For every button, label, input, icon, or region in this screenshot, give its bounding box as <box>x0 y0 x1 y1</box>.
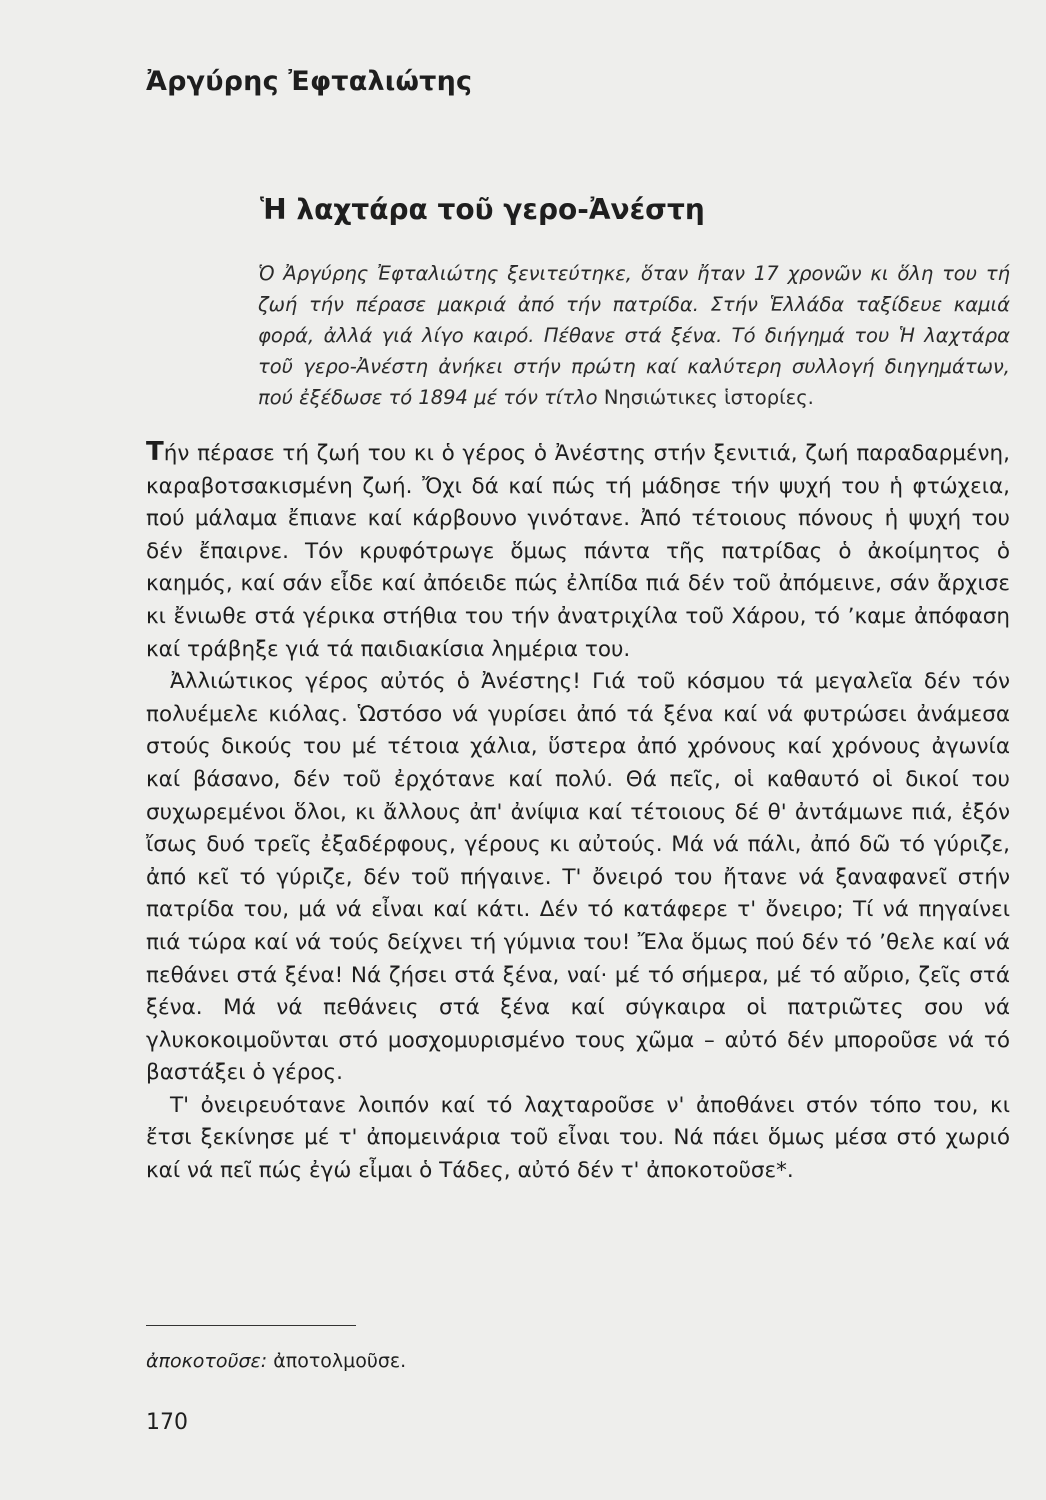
story-title: Ἡ λαχτάρα τοῦ γερο-Ἀνέστη <box>260 193 705 226</box>
intro-book-title: Νησιώτικες ἱστορίες. <box>603 386 814 409</box>
footnote-divider <box>146 1325 356 1326</box>
author-heading: Ἀργύρης Ἐφταλιώτης <box>146 66 473 97</box>
footnote-term: ἀποκοτοῦσε: <box>146 1350 268 1372</box>
paragraph-text: ήν πέρασε τή ζωή του κι ὁ γέρος ὁ Ἀνέστης στήν ξενιτιά, ζωή παραδαρμένη, καραβοτσακισμένη ζωή. Ὄχι δά καί πώς τή μάδησε τήν ψυχή του ἡ φτώχεια, πού μάλαμα ἔπιανε καί κάρβουνο γινότανε. Ἀπό τέτοιους πόνους ἡ ψυχή του δέν ἔπαιρνε. Τόν κρυφότρωγε ὅμως πάντα τῆς πατρίδας ὁ ἀκοίμητος ὁ καημός, καί σάν εἶδε καί ἀπόειδε πώς ἐλπίδα πιά δέν τοῦ ἀπόμεινε, σάν ἄρχισε κι ἔνιωθε στά γέρικα στήθια του τήν ἀνατριχίλα τοῦ Χάρου, τό ʼκαμε ἀπόφαση καί τράβηξε γιά τά παιδιακίσια λημέρια του. <box>146 441 1010 662</box>
paragraph: Ἀλλιώτικος γέρος αὐτός ὁ Ἀνέστης! Γιά τοῦ κόσμου τά μεγαλεῖα δέν τόν πολυέμελε κιόλας. Ὡστόσο νά γυρίσει ἀπό τά ξένα καί νά φυτρώσει ἀνάμεσα στούς δικούς του μέ τέτοια χάλια, ὕστερα ἀπό χρόνους καί χρόνους ἀγωνία καί βάσανο, δέν τοῦ ἐρχότανε καί πολύ. Θά πεῖς, οἱ καθαυτό οἱ δικοί του συχωρεμένοι ὅλοι, κι ἄλλους ἀπ' ἀνίψια καί τέτοιους δέ θ' ἀντάμωνε πιά, ἐξόν ἴσως δυό τρεῖς ἐξαδέρφους, γέρους κι αὐτούς. Μά νά πάλι, ἀπό δῶ τό γύριζε, ἀπό κεῖ τό γύριζε, δέν τοῦ πήγαινε. Τ' ὄνειρό του ἤτανε νά ξαναφανεῖ στήν πατρίδα του, μά νά εἶναι καί κάτι. Δέν τό κατάφερε τ' ὄνειρο; Τί νά πηγαίνει πιά τώρα καί νά τούς δείχνει τή γύμνια του! Ἔλα ὅμως πού δέν τό ʼθελε καί νά πεθάνει στά ξένα! Νά ζήσει στά ξένα, ναί· μέ τό σήμερα, μέ τό αὔριο, ζεῖς στά ξένα. Μά νά πεθάνεις στά ξένα καί σύγκαιρα οἱ πατριῶτες σου νά γλυκοκοιμοῦνται στό μοσχομυρισμένο τους χῶμα – αὐτό δέν μποροῦσε νά τό βαστάξει ὁ γέρος. <box>146 669 1010 1086</box>
page-number: 170 <box>146 1410 188 1435</box>
paragraph: Τ' ὀνειρευότανε λοιπόν καί τό λαχταροῦσε ν' ἀποθάνει στόν τόπο του, κι ἔτσι ξεκίνησε μέ τ' ἀπομεινάρια τοῦ εἶναι του. Νά πάει ὅμως μέσα στό χωριό καί νά πεῖ πώς ἐγώ εἶμαι ὁ Τάδες, αὐτό δέν τ' ἀποκοτοῦσε*. <box>146 1092 1010 1184</box>
footnote-definition: ἀποτολμοῦσε. <box>273 1350 407 1372</box>
intro-text: Ὁ Ἀργύρης Ἐφταλιώτης ξενιτεύτηκε, ὅταν ἤταν 17 χρονῶν κι ὅλη του τή ζωή τήν πέρασε μακριά ἀπό τήν πατρίδα. Στήν Ἑλλάδα ταξίδευε καμιά φορά, ἀλλά γιά λίγο καιρό. Πέθανε στά ξένα. Τό διήγημά του Ἡ λαχτάρα τοῦ γερο-Ἀνέστη ἀνήκει στήν πρώτη καί καλύτερη συλλογή διηγημάτων, πού ἐξέδωσε τό 1894 μέ τόν τίτλο <box>258 262 1010 409</box>
story-body <box>146 436 1010 1188</box>
drop-cap: Τ <box>146 437 164 467</box>
intro-note <box>258 258 1010 413</box>
paragraph <box>146 436 1010 666</box>
footnote <box>146 1350 406 1372</box>
